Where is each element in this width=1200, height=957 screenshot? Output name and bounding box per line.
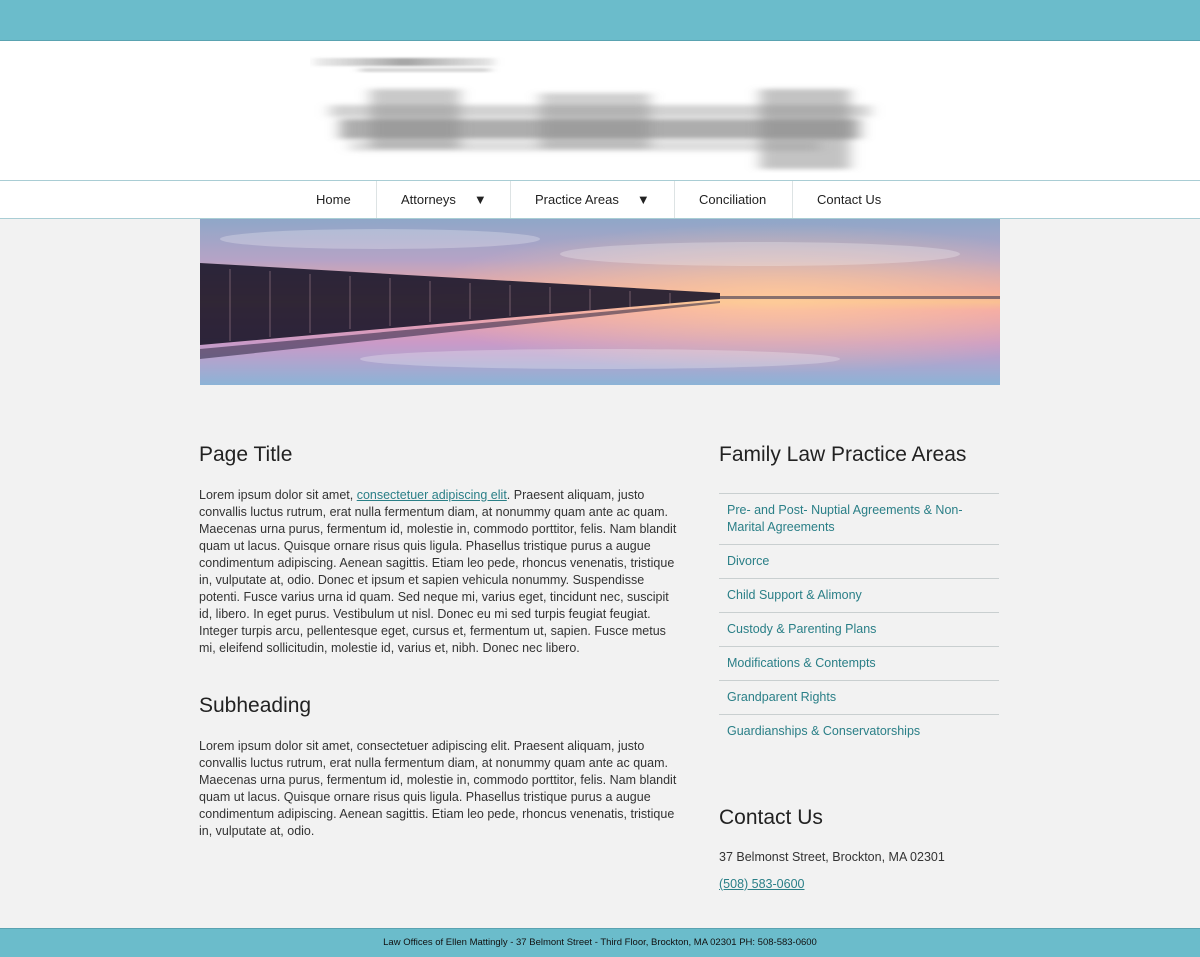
inline-link[interactable]: consectetuer adipiscing elit <box>356 488 507 502</box>
hero-banner-image <box>200 219 1000 385</box>
practice-areas-list <box>719 493 999 748</box>
contact-title: Contact Us <box>719 806 823 829</box>
body-paragraph: Lorem ipsum dolor sit amet, consectetuer adipiscing elit. Praesent aliquam, justo convallis luctus rutrum, erat nulla fermentum diam, at nonummy quam ante ac quam. Maecenas urna purus, fermentum id, molestie in, commodo porttitor, felis. Nam blandit quam ut lacus. Quisque ornare risus quis ligula. Phasellus tristique purus a augue condimentum adipiscing. Aenean sagittis. Etiam leo pede, rhoncus venenatis, tristique in, vulputate at, odio. <box>199 739 677 838</box>
footer-text: Law Offices of Ellen Mattingly - 37 Belmont Street - Third Floor, Brockton, MA 02301 PH: 508-583-0600 <box>383 937 817 948</box>
nav-home-label: Home <box>316 192 351 207</box>
contact-address: 37 Belmonst Street, Brockton, MA 02301 <box>719 850 945 864</box>
nav-contact-us[interactable] <box>793 181 907 218</box>
nav-practice-areas-label: Practice Areas <box>535 192 619 207</box>
practice-area-link[interactable]: Grandparent Rights <box>719 681 999 715</box>
practice-area-link[interactable]: Guardianships & Conservatorships <box>727 724 921 738</box>
nav-attorneys-label: Attorneys <box>401 192 456 207</box>
nav-conciliation-label: Conciliation <box>699 192 767 207</box>
nav-conciliation[interactable] <box>675 181 793 218</box>
site-header <box>0 41 1200 181</box>
main-content <box>199 440 679 840</box>
top-accent-bar <box>0 0 1200 41</box>
nav-practice-areas[interactable] <box>511 181 675 218</box>
nav-attorneys[interactable] <box>377 181 511 218</box>
practice-area-link[interactable]: Divorce <box>719 545 999 579</box>
sidebar <box>719 440 999 748</box>
main-nav <box>0 180 1200 219</box>
nav-home[interactable] <box>292 181 377 218</box>
site-logo[interactable] <box>310 55 890 173</box>
practice-areas-title: Family Law Practice Areas <box>719 443 967 466</box>
intro-text-start: Lorem ipsum dolor sit amet, <box>199 488 357 502</box>
site-footer <box>0 928 1200 957</box>
chevron-down-icon: ▼ <box>636 192 650 207</box>
page-title: Page Title <box>199 443 293 466</box>
practice-area-link[interactable]: Modifications & Contempts <box>719 647 999 681</box>
intro-paragraph <box>199 487 679 657</box>
chevron-down-icon: ▼ <box>473 192 487 207</box>
contact-phone-link[interactable]: (508) 583-0600 <box>719 877 805 891</box>
practice-area-link[interactable]: Child Support & Alimony <box>719 579 999 613</box>
practice-area-link[interactable]: Pre- and Post- Nuptial Agreements & Non-Marital Agreements <box>719 494 999 545</box>
subheading: Subheading <box>199 694 312 717</box>
nav-contact-us-label: Contact Us <box>817 192 882 207</box>
practice-area-link[interactable]: Custody & Parenting Plans <box>719 613 999 647</box>
intro-text-end: . Praesent aliquam, justo convallis luctus rutrum, erat nulla fermentum diam, at nonummy quam ante ac quam. Maecenas urna purus, fermentum id, molestie in, commodo porttitor, felis. Nam blandit quam ut lacus. Quisque ornare risus quis ligula. Phasellus tristique purus a augue condimentum adipiscing. Aenean sagittis. Etiam leo pede, rhoncus venenatis, tristique in, vulputate at, odio. Donec et ipsum et sapien vehicula nonummy. Suspendisse potenti. Fusce varius urna id quam. Sed neque mi, varius eget, tincidunt nec, suscipit id, libero. In eget purus. Vestibulum ut nisl. Donec eu mi sed turpis feugiat feugiat. Integer turpis arcu, pellentesque eget, cursus et, fermentum ut, sapien. Fusce metus mi, eleifend sollicitudin, molestie id, varius et, nibh. Donec nec libero. <box>199 488 677 655</box>
